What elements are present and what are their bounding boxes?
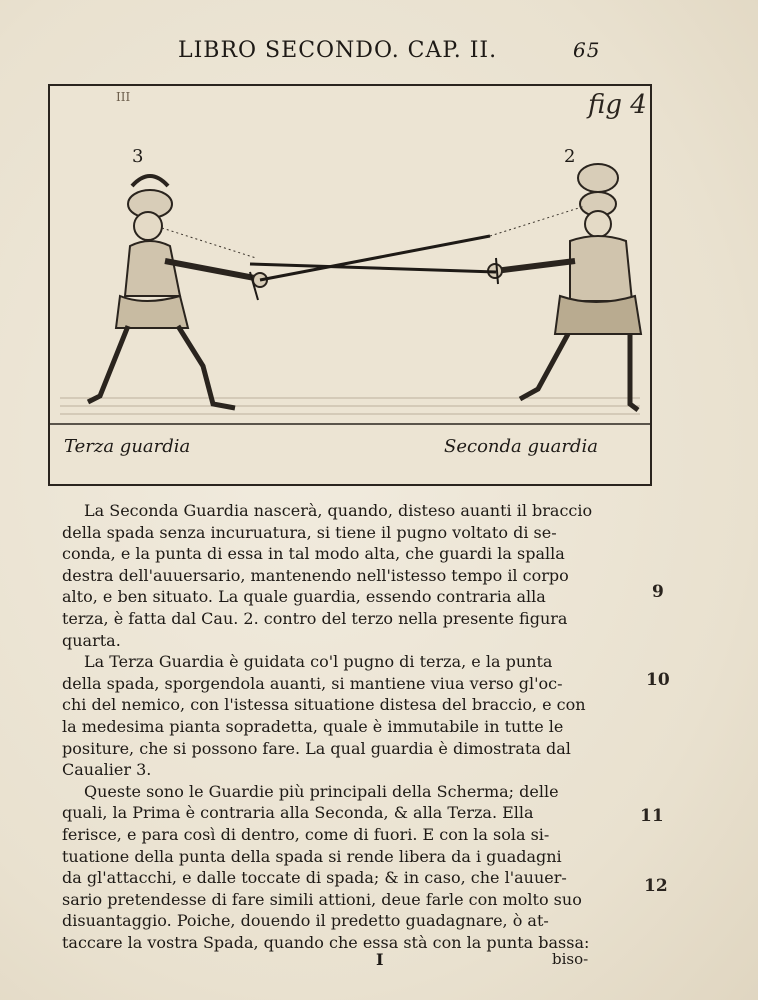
text-line: La Seconda Guardia nascerà, quando, disteso auanti il braccio (84, 501, 593, 520)
catchword: biso- (552, 950, 589, 968)
text-line: positure, che si possono fare. La qual guardia è dimostrata dal (62, 738, 571, 758)
fencer-left-skirt (116, 296, 188, 328)
margin-note-10: 10 (646, 670, 670, 690)
text-line: tuatione della punta della spada si rende libera da i guadagni (62, 846, 562, 866)
figure-label: fig 4 (588, 90, 647, 120)
margin-note-11: 11 (640, 806, 664, 826)
engraved-plate (48, 84, 652, 486)
fencer-right (488, 164, 641, 410)
fencer-right-front-leg (520, 334, 568, 399)
sword-left (260, 236, 490, 280)
running-header (178, 38, 601, 63)
fencer-right-torso (570, 236, 632, 301)
text-line: quali, la Prima è contraria alla Seconda, & alla Terza. Ella (62, 803, 534, 823)
fencer-right-plume (578, 164, 618, 192)
sword-right-guard (496, 258, 498, 284)
fencer-right-arm (495, 261, 575, 271)
page-number: 65 (573, 38, 601, 62)
text-line: destra dell'auuersario, mantenendo nell'istesso tempo il corpo (62, 565, 569, 585)
text-line: alto, e ben situato. La quale guardia, essendo contraria alla (62, 587, 546, 607)
fencer-right-back-leg (630, 334, 638, 410)
fencer-right-number: 2 (564, 146, 576, 167)
text-line: disuantaggio. Poiche, douendo il predetto guadagnare, ò at- (62, 911, 549, 931)
margin-note-12: 12 (644, 876, 668, 896)
paragraph-terza-guardia (62, 651, 622, 781)
sword-right (250, 264, 496, 272)
sightline-left (162, 228, 256, 258)
fencer-left-plume (132, 176, 168, 186)
text-line: sario pretendesse di fare simili attioni, deue farle con molto suo (62, 889, 582, 909)
fencer-left (88, 176, 267, 408)
fencer-left-head (134, 212, 162, 240)
text-line: quarta. (62, 630, 121, 650)
running-title: LIBRO SECONDO. CAP. II. (178, 38, 498, 63)
fencer-right-head (585, 211, 611, 237)
paragraph-seconda-guardia (62, 500, 622, 651)
text-line: conda, e la punta di essa in tal modo alta, che guardi la spalla (62, 544, 565, 564)
sightline-right (490, 206, 585, 236)
text-line: terza, è fatta dal Cau. 2. contro del terzo nella presente figura (62, 608, 568, 628)
fencer-left-number: 3 (132, 146, 144, 167)
text-line: Queste sono le Guardie più principali della Scherma; delle (84, 781, 559, 801)
paragraph-guardie-principali (62, 781, 622, 954)
text-line: della spada, sporgendola auanti, si mantiene viua verso gl'oc- (62, 673, 563, 693)
body-text (62, 500, 622, 953)
ground-hatching (60, 398, 640, 414)
text-line: della spada senza incuruatura, si tiene il pugno voltato di se- (62, 522, 557, 542)
text-line: La Terza Guardia è guidata co'l pugno di terza, e la punta (84, 652, 553, 672)
text-line: taccare la vostra Spada, quando che essa stà con la punta bassa: (62, 932, 590, 952)
text-line: ferisce, e para così di dentro, come di fuori. E con la sola si- (62, 824, 550, 844)
caption-seconda-guardia: Seconda guardia (444, 436, 598, 457)
fencer-left-arm (165, 261, 260, 279)
signature-mark: I (376, 950, 384, 969)
text-line: da gl'attacchi, e dalle toccate di spada; & in caso, che l'auuer- (62, 868, 567, 888)
text-line: chi del nemico, con l'istessa situatione distesa del braccio, e con (62, 695, 586, 715)
plate-mark: III (116, 90, 131, 104)
text-line: Caualier 3. (62, 760, 152, 780)
caption-terza-guardia: Terza guardia (64, 436, 191, 457)
fencer-left-front-leg (178, 326, 235, 408)
fencer-left-back-leg (88, 326, 128, 402)
fencer-right-skirt (555, 296, 641, 334)
fencer-left-torso (125, 241, 180, 296)
text-line: la medesima pianta sopradetta, quale è immutabile in tutte le (62, 716, 564, 736)
margin-note-9: 9 (652, 582, 664, 602)
